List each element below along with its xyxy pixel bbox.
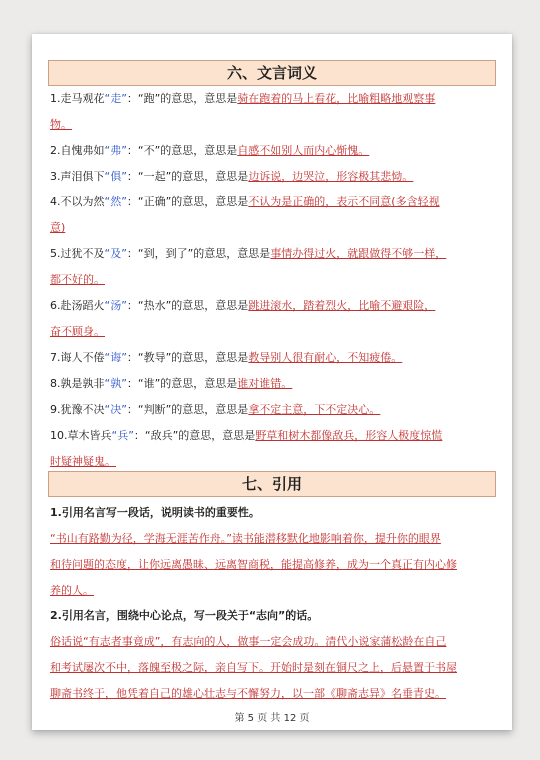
vocab-item-9 bbox=[50, 403, 380, 417]
explanation: 事情办得过火，就跟做得不够一样， bbox=[270, 247, 447, 260]
idiom: 4.不以为然 bbox=[50, 195, 105, 208]
idiom: 10.草木皆兵 bbox=[50, 429, 112, 442]
explanation: 都不好的。 bbox=[50, 273, 105, 286]
meaning: ：“正确”的意思，意思是 bbox=[126, 195, 249, 208]
section-6-header: 六、文言词义 bbox=[48, 60, 496, 86]
explanation: 拿不定主意，下不定决心。 bbox=[248, 403, 381, 416]
explanation: 意) bbox=[50, 221, 66, 234]
answer-2-line-1: 俗话说“有志者事竟成”，有志向的人，做事一定会成功。清代小说家蒲松龄在自己 bbox=[50, 635, 447, 648]
meaning: ：“一起”的意思，意思是 bbox=[126, 170, 249, 183]
idiom: 5.过犹不及 bbox=[50, 247, 105, 260]
vocab-item-4-cont bbox=[50, 221, 65, 235]
key-char: “俱” bbox=[104, 170, 127, 183]
key-char: “弗” bbox=[104, 144, 127, 157]
section-7-header: 七、引用 bbox=[48, 471, 496, 497]
idiom: 2.自愧弗如 bbox=[50, 144, 105, 157]
answer-2-line-3: 聊斋书终于，他凭着自己的雄心壮志与不懈努力，以一部《聊斋志异》名垂青史。 bbox=[50, 687, 446, 700]
page-footer: 第 5 页 共 12 页 bbox=[234, 713, 310, 724]
explanation: 不认为是正确的，表示不同意(多含轻视 bbox=[248, 195, 440, 208]
meaning: ：“不”的意思，意思是 bbox=[126, 144, 238, 157]
key-char: “汤” bbox=[104, 299, 127, 312]
explanation: 骑在跑着的马上看花，比喻粗略地观察事 bbox=[237, 92, 436, 105]
vocab-item-10-cont bbox=[50, 455, 116, 469]
meaning: ：“谁”的意思，意思是 bbox=[126, 377, 238, 390]
explanation: 跳进滚水，踏着烈火，比喻不避艰险， bbox=[248, 299, 436, 312]
explanation: 教导别人很有耐心，不知疲倦。 bbox=[248, 351, 403, 364]
vocab-item-7 bbox=[50, 351, 402, 365]
explanation: 奋不顾身。 bbox=[50, 325, 105, 338]
answer-1-line-1: “书山有路勤为径，学海无涯苦作舟。”读书能潜移默化地影响着你，提升你的眼界 bbox=[50, 532, 441, 545]
vocab-item-2 bbox=[50, 144, 369, 158]
vocab-item-10 bbox=[50, 429, 442, 443]
idiom: 3.声泪俱下 bbox=[50, 170, 105, 183]
vocab-item-1-cont bbox=[50, 118, 72, 132]
question-2: 2.引用名言，围绕中心论点，写一段关于“志向”的话。 bbox=[50, 609, 319, 622]
explanation: 谁对谁错。 bbox=[237, 377, 293, 390]
key-char: “兵” bbox=[111, 429, 134, 442]
idiom: 9.犹豫不决 bbox=[50, 403, 105, 416]
idiom: 1.走马观花 bbox=[50, 92, 105, 105]
key-char: “走” bbox=[104, 92, 127, 105]
explanation: 自感不如别人而内心惭愧。 bbox=[237, 144, 370, 157]
key-char: “然” bbox=[104, 195, 127, 208]
answer-1-line-2: 和待问题的态度，让你远离愚昧、远离智商税，能提高修养，成为一个真正有内心修 bbox=[50, 558, 457, 571]
explanation: 边诉说，边哭泣，形容极其悲恸。 bbox=[248, 170, 414, 183]
meaning: ：“敌兵”的意思，意思是 bbox=[133, 429, 256, 442]
vocab-item-1 bbox=[50, 92, 435, 106]
answer-1-line-3: 养的人。 bbox=[50, 584, 94, 597]
vocab-item-3 bbox=[50, 170, 413, 184]
vocab-item-8 bbox=[50, 377, 292, 391]
question-1: 1.引用名言写一段话，说明读书的重要性。 bbox=[50, 506, 260, 519]
meaning: ：“到，到了”的意思，意思是 bbox=[126, 247, 271, 260]
vocab-item-6 bbox=[50, 299, 435, 313]
explanation: 野草和树木都像敌兵，形容人极度惊慌 bbox=[255, 429, 443, 442]
meaning: ：“跑”的意思，意思是 bbox=[126, 92, 238, 105]
key-char: “及” bbox=[104, 247, 127, 260]
vocab-item-5 bbox=[50, 247, 446, 261]
answer-2-line-2: 和考试屡次不中，落魄至极之际，亲自写下。开始时是刻在铜尺之上，后悬置于书屋 bbox=[50, 661, 457, 674]
idiom: 6.赴汤蹈火 bbox=[50, 299, 105, 312]
key-char: “孰” bbox=[104, 377, 127, 390]
key-char: “诲” bbox=[104, 351, 127, 364]
vocab-item-4 bbox=[50, 195, 440, 209]
vocab-item-6-cont bbox=[50, 325, 105, 339]
explanation: 时疑神疑鬼。 bbox=[50, 455, 116, 468]
meaning: ：“热水”的意思，意思是 bbox=[126, 299, 249, 312]
idiom: 7.诲人不倦 bbox=[50, 351, 105, 364]
vocab-item-5-cont bbox=[50, 273, 105, 287]
meaning: ：“判断”的意思，意思是 bbox=[126, 403, 249, 416]
key-char: “决” bbox=[104, 403, 127, 416]
explanation: 物。 bbox=[50, 118, 72, 131]
idiom: 8.孰是孰非 bbox=[50, 377, 105, 390]
meaning: ：“教导”的意思，意思是 bbox=[126, 351, 249, 364]
document-page bbox=[32, 34, 512, 730]
